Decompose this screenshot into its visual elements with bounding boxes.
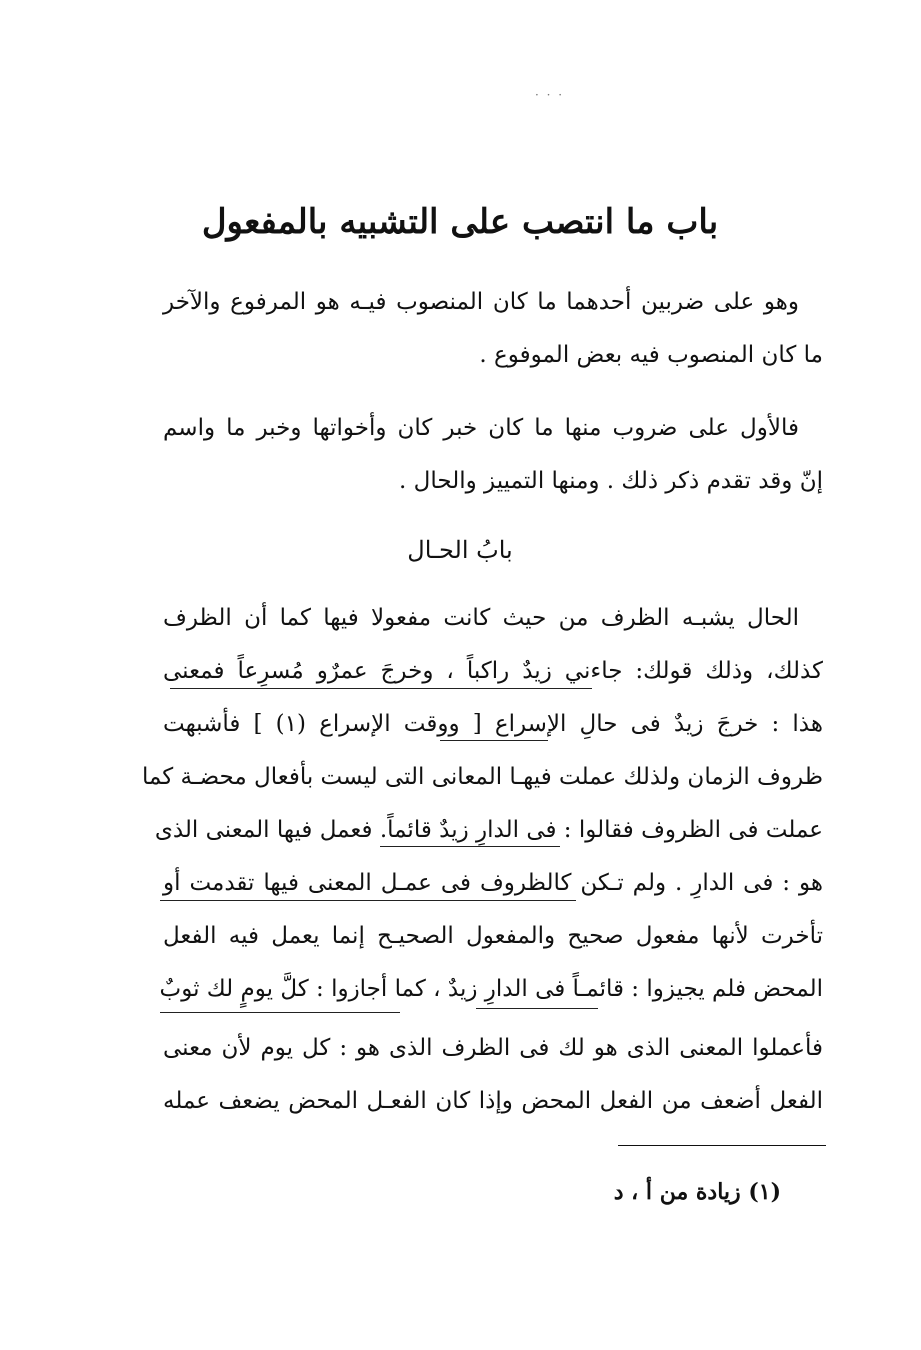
paragraph-3-line-7: تأخرت لأنها مفعول صحيح والمفعول الصحيـح إنما يعمل فيه الفعل bbox=[163, 923, 823, 949]
paragraph-3-line-5: عملت فى الظروف فقالوا : فى الدارِ زيدٌ قائماً. فعمل فيها المعنى الذى bbox=[154, 817, 823, 843]
paragraph-3-line-9: فأعملوا المعنى الذى هو لك فى الظرف الذى هو : كل يوم لأن معنى bbox=[163, 1035, 823, 1061]
paragraph-1-line-2: ما كان المنصوب فيه بعض الموفوع . bbox=[479, 342, 823, 368]
underline-mark bbox=[170, 688, 592, 689]
paragraph-3-line-2: كذلك، وذلك قولك: جاءني زيدٌ راكباً ، وخرجَ عمرٌو مُسرِعاً فمعنى bbox=[163, 658, 823, 684]
footnote-separator bbox=[618, 1145, 826, 1146]
paragraph-2-line-1: فالأول على ضروب منها ما كان خبر كان وأخواتها وخبر ما واسم bbox=[163, 415, 799, 441]
underline-mark bbox=[380, 846, 560, 847]
paragraph-3-line-4: ظروف الزمان ولذلك عملت فيهـا المعانى التى ليست بأفعال محضـة كما bbox=[141, 764, 823, 790]
underline-mark bbox=[476, 1008, 598, 1009]
footnote: (١) زيادة من أ ، د bbox=[613, 1179, 781, 1205]
paragraph-3-line-1: الحال يشبـه الظرف من حيث كانت مفعولا فيها كما أن الظرف bbox=[163, 605, 799, 631]
paragraph-3-line-3: هذا : خرجَ زيدٌ فى حالِ الإسراع [ ووقت الإسراع (١) ] فأشبهت bbox=[163, 711, 824, 737]
paragraph-2-line-2: إنّ وقد تقدم ذكر ذلك . ومنها التمييز والحال . bbox=[399, 468, 823, 494]
section-heading: بابُ الحـال bbox=[407, 536, 513, 564]
underline-mark bbox=[440, 740, 548, 741]
paragraph-3-line-10: الفعل أضعف من الفعل المحض وإذا كان الفعـل المحض يضعف عمله bbox=[163, 1088, 823, 1114]
paragraph-3-line-8: المحض فلم يجيزوا : قائمـاً فى الدارِ زيدٌ ، كما أجازوا : كلَّ يومٍ لك ثوبٌ bbox=[159, 976, 823, 1002]
chapter-title: باب ما انتصب على التشبيه بالمفعول bbox=[201, 202, 719, 242]
scan-mark: · · · bbox=[535, 88, 565, 102]
underline-mark bbox=[160, 1012, 400, 1013]
underline-mark bbox=[160, 900, 576, 901]
paragraph-1-line-1: وهو على ضربين أحدهما ما كان المنصوب فيـه هو المرفوع والآخر bbox=[163, 289, 799, 315]
paragraph-3-line-6: هو : فى الدارِ . ولم تـكن كالظروف فى عمـل المعنى فيها تقدمت أو bbox=[163, 870, 823, 896]
